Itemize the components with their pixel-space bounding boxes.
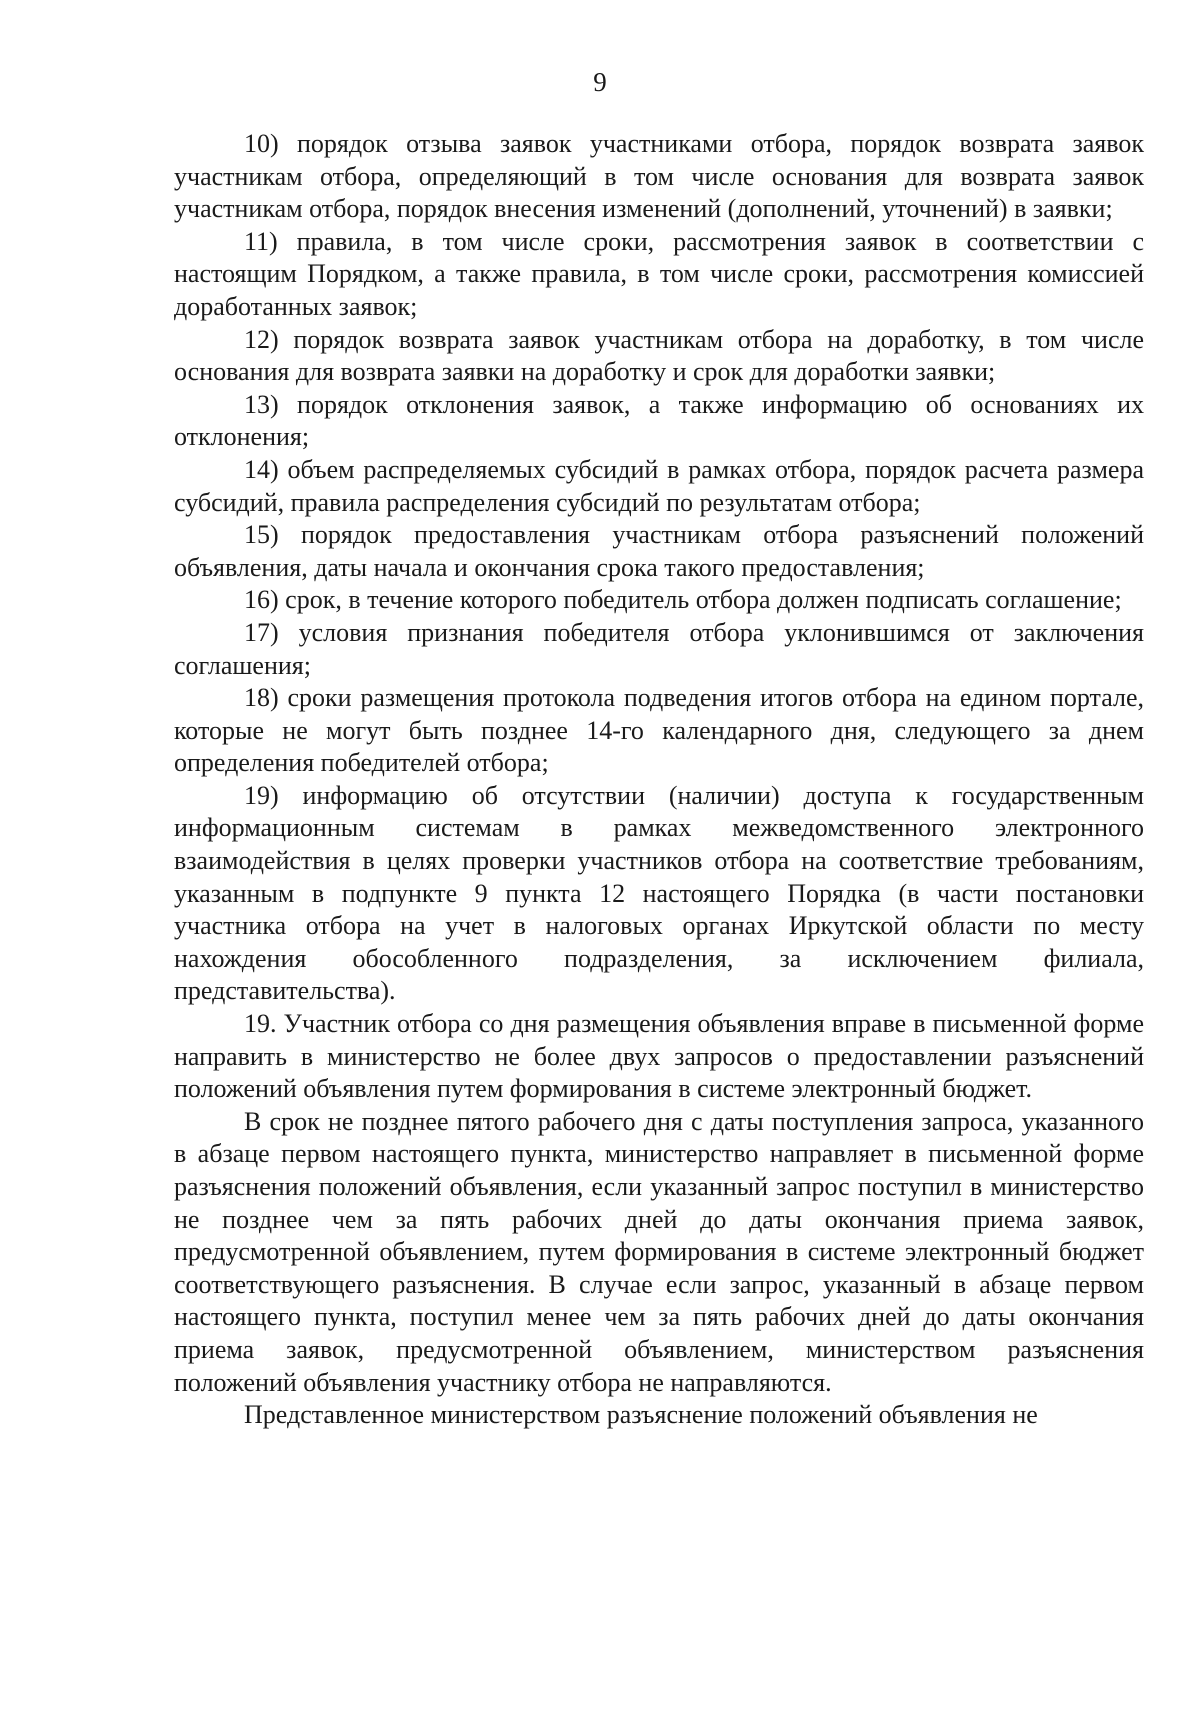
paragraph-item-16: 16) срок, в течение которого победитель отбора должен подписать соглашение;	[244, 585, 1122, 615]
paragraph-item-19: 19) информацию об отсутствии (наличии) доступа к государственным информационным системам в рамках межведомственного электронного взаимодействия в целях проверки участников отбора на соответствие требованиям, указанным в подпункте 9 пункта 12 настоящего Порядка (в части постановки участника отбора на учет в налоговых органах Иркутской области по месту нахождения обособленного подразделения, за исключением филиала, представительства).	[174, 780, 1144, 1006]
paragraph-item-18: 18) сроки размещения протокола подведения итогов отбора на едином портале, которые не могут быть позднее 14-го календарного дня, следующего за днем определения победителей отбора;	[174, 683, 1144, 778]
paragraph-item-13: 13) порядок отклонения заявок, а также информацию об основаниях их отклонения;	[174, 389, 1144, 452]
paragraph-item-11: 11) правила, в том числе сроки, рассмотрения заявок в соответствии с настоящим Порядком, а также правила, в том числе сроки, рассмотрения комиссией доработанных заявок;	[174, 226, 1144, 321]
paragraph-item-12: 12) порядок возврата заявок участникам отбора на доработку, в том числе основания для возврата заявки на доработку и срок для доработки заявки;	[174, 324, 1144, 387]
paragraph-clause-19-second: В срок не позднее пятого рабочего дня с даты поступления запроса, указанного в абзаце первом настоящего пункта, министерство направляет в письменной форме разъяснения положений объявления, если указанный запрос поступил в министерство не позднее чем за пять рабочих дней до даты окончания приема заявок, предусмотренной объявлением, путем формирования в системе электронный бюджет соответствующего разъяснения. В случае если запрос, указанный в абзаце первом настоящего пункта, поступил менее чем за пять рабочих дней до даты окончания приема заявок, предусмотренной объявлением, министерством разъяснения положений объявления участнику отбора не направляются.	[174, 1106, 1144, 1397]
paragraph-clause-19-third: Представленное министерством разъяснение положений объявления не	[244, 1400, 1038, 1430]
paragraph-item-10: 10) порядок отзыва заявок участниками отбора, порядок возврата заявок участникам отбора, определяющий в том числе основания для возврата заявок участникам отбора, порядок внесения изменений (дополнений, уточнений) в заявки;	[174, 129, 1144, 224]
paragraph-clause-19: 19. Участник отбора со дня размещения объявления вправе в письменной форме направить в министерство не более двух запросов о предоставлении разъяснений положений объявления путем формирования в системе электронный бюджет.	[174, 1009, 1144, 1104]
paragraph-item-14: 14) объем распределяемых субсидий в рамках отбора, порядок расчета размера субсидий, правила распределения субсидий по результатам отбора;	[174, 454, 1144, 517]
page-number: 9	[593, 67, 607, 97]
paragraph-item-15: 15) порядок предоставления участникам отбора разъяснений положений объявления, даты начала и окончания срока такого предоставления;	[174, 520, 1144, 582]
document-body	[174, 128, 1144, 1432]
paragraph-item-17: 17) условия признания победителя отбора уклонившимся от заключения соглашения;	[174, 617, 1144, 680]
